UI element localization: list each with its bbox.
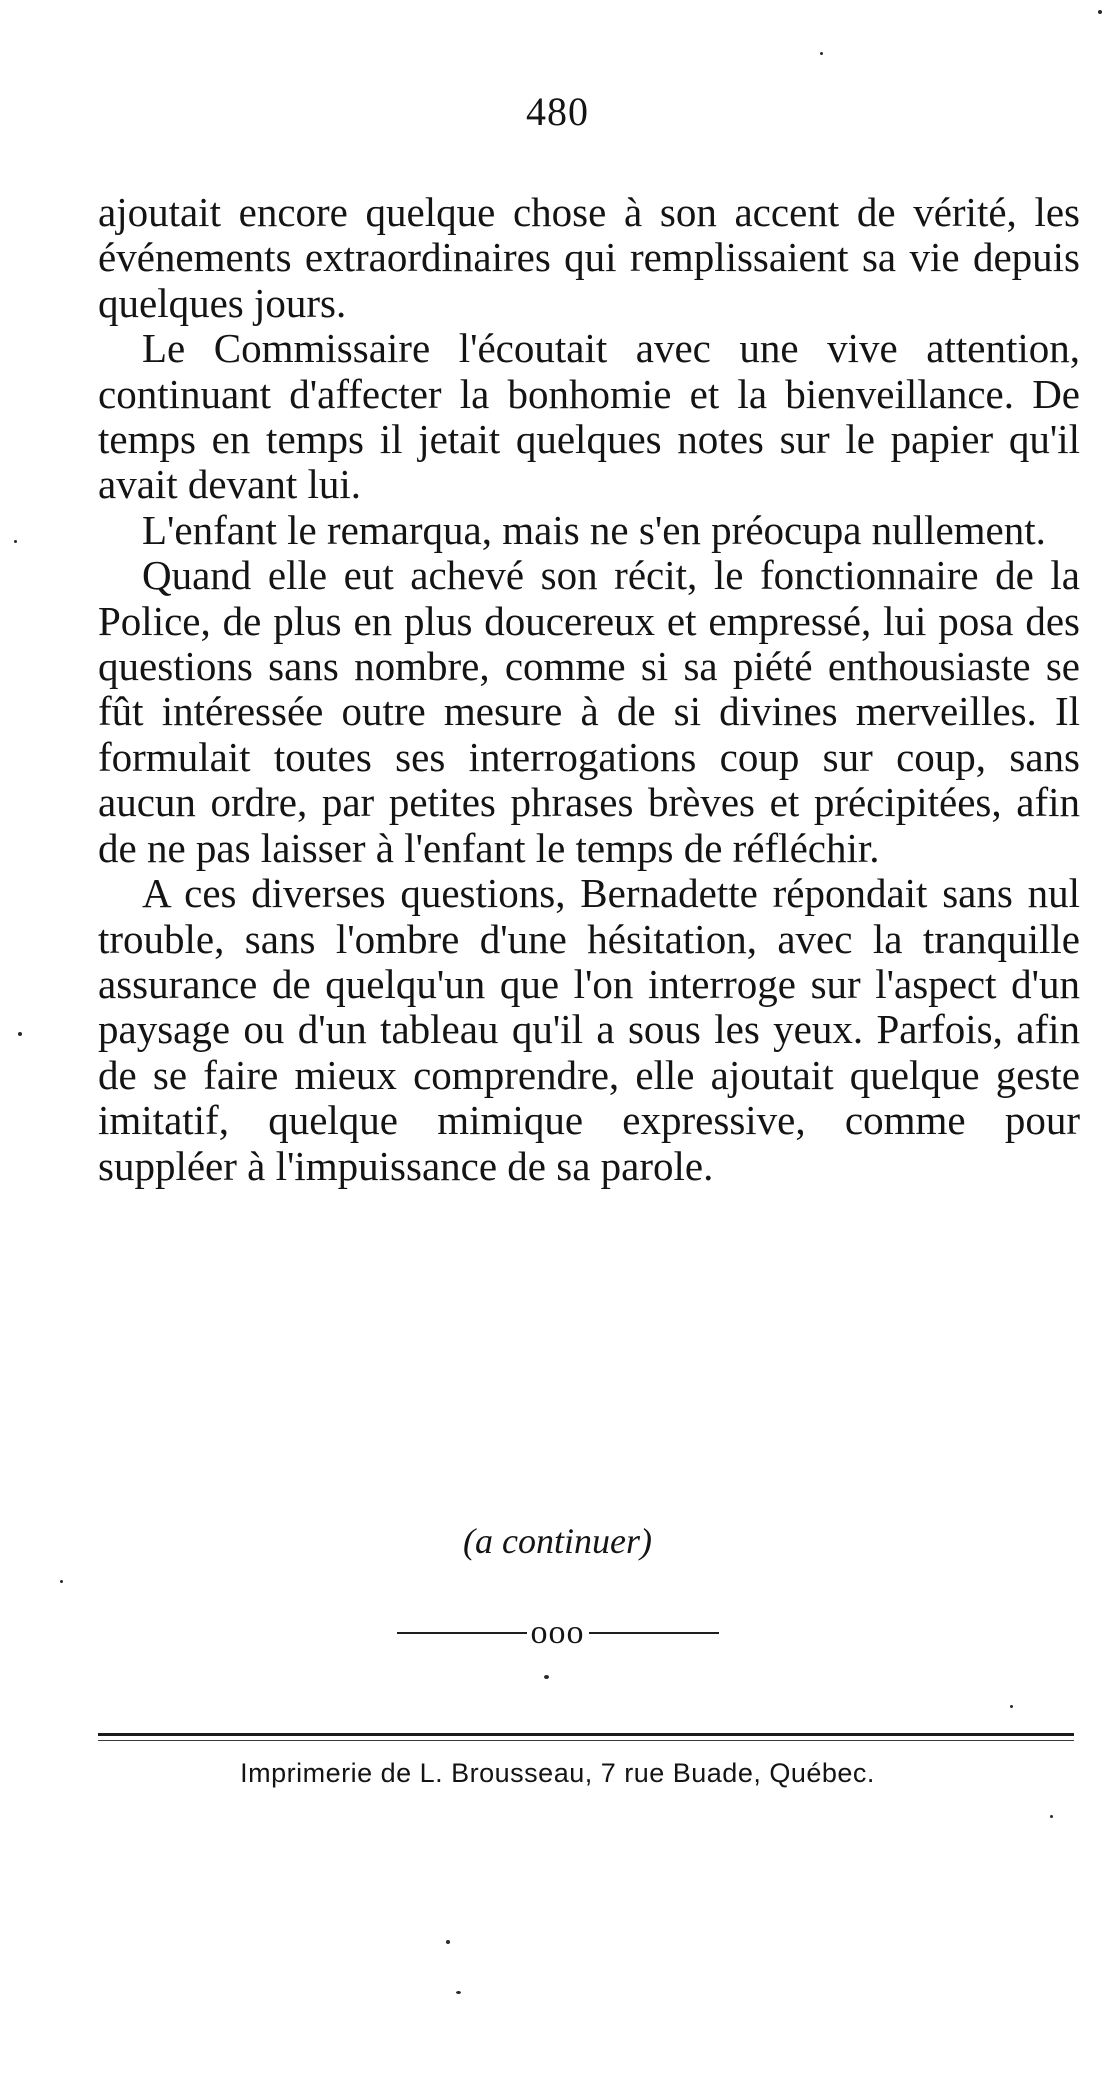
scan-speck	[60, 1580, 63, 1583]
separator-line-right	[589, 1632, 719, 1634]
paragraph-2: Le Commissaire l'écoutait avec une vive attention, continuant d'affecter la bonhomie et la bienveillance. De temps en temps il jetait quelques notes sur le papier qu'il avait devant lui.	[98, 325, 1080, 508]
scan-speck	[544, 1675, 549, 1679]
page-number: 480	[526, 89, 589, 134]
scan-speck	[1098, 10, 1102, 14]
scan-speck	[820, 52, 823, 55]
footer-rule-thin	[98, 1740, 1074, 1741]
section-separator	[0, 1614, 1115, 1652]
scan-speck	[14, 540, 17, 543]
scan-speck	[456, 1991, 461, 1994]
scan-speck	[1010, 1705, 1013, 1708]
printer-imprint: Imprimerie de L. Brousseau, 7 rue Buade, Québec.	[240, 1758, 875, 1788]
body-text	[98, 190, 1080, 1189]
scan-speck	[1050, 1815, 1053, 1818]
paragraph-3: L'enfant le remarqua, mais ne s'en préocupa nullement.	[142, 506, 1046, 553]
paragraph-5: A ces diverses questions, Bernadette répondait sans nul trouble, sans l'ombre d'une hésitation, avec la tranquille assurance de quelqu'un que l'on interroge sur l'aspect d'un paysage ou d'un tableau qu'il a sous les yeux. Parfois, afin de se faire mieux comprendre, elle ajoutait quelque geste imitatif, quelque mimique expressive, comme pour suppléer à l'impuissance de sa parole.	[98, 870, 1080, 1189]
separator-mark: ooo	[530, 1614, 585, 1651]
footer-rule-thick	[98, 1733, 1074, 1736]
paragraph-4: Quand elle eut achevé son récit, le fonctionnaire de la Police, de plus en plus doucereux et empressé, lui posa des questions sans nombre, comme si sa piété enthousiaste se fût intéressée outre mesure à de si divines merveilles. Il formulait toutes ses interrogations coup sur coup, sans aucun ordre, par petites phrases brèves et précipitées, afin de ne pas laisser à l'enfant le temps de réfléchir.	[98, 552, 1080, 871]
continuation-note: (a continuer)	[463, 1521, 652, 1561]
separator-line-left	[397, 1632, 527, 1634]
paragraph-1: ajoutait encore quelque chose à son accent de vérité, les événements extraordinaires qui remplissaient sa vie depuis quelques jours.	[98, 189, 1080, 326]
scan-speck	[446, 1940, 450, 1944]
scan-speck	[18, 1032, 22, 1036]
